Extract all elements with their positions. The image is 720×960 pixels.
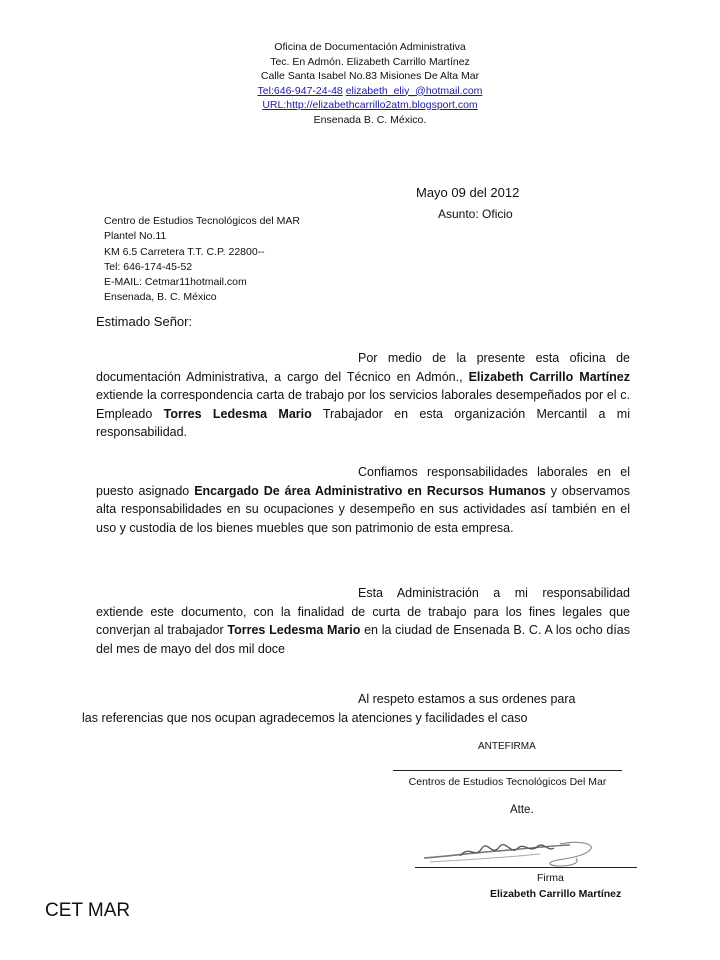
letterhead [230,40,510,127]
employee-name: Torres Ledesma Mario [227,623,361,638]
job-title: Encargado De área Administrativo en Recursos Humanos [194,483,546,498]
signer-name: Elizabeth Carrillo Martínez [490,888,622,900]
letterhead-city: Ensenada B. C. México. [313,113,427,126]
greeting: Estimado Señor: [96,314,193,329]
recipient-line: Ensenada, B. C. México [104,291,217,304]
employee-name: Torres Ledesma Mario [163,406,312,421]
letterhead-office: Oficina de Documentación Administrativa [274,41,466,53]
footer-cetmar: CET MAR [45,900,131,921]
body-paragraph-2: Confiamos responsabilidades laborales en el puesto asignado Encargado De área Administrativo en Recursos Humanos y observamos alta responsabilidades en su ocupaciones y desempeño en sus actividades así también en el uso y custodia de los bienes muebles que son patrimonio de esta empresa. [96,465,631,535]
recipient-line: Centro de Estudios Tecnológicos del MAR [104,215,300,227]
letterhead-address: Calle Santa Isabel No.83 Misiones De Alta Mar [260,70,480,82]
email-link[interactable]: elizabeth_eliy_@hotmail.com [345,84,483,97]
recipient-line: E-MAIL: Cetmar11hotmail.com [104,276,247,289]
atte-label: Atte. [510,804,534,816]
letter-date: Mayo 09 del 2012 [416,185,520,200]
signature-line-divider [393,770,622,771]
phone-link[interactable]: Tel:646-947-24-48 [257,84,343,97]
signature-line [415,867,637,868]
letter-subject: Asunto: Oficio [438,207,513,221]
antefirma-label: ANTEFIRMA [478,741,536,752]
author-name: Elizabeth Carrillo Martínez [468,369,630,384]
institution-name: Centros de Estudios Tecnológicos Del Mar [408,776,607,788]
recipient-line: Plantel No.11 [104,230,167,243]
recipient-line: Tel: 646-174-45-52 [104,260,193,273]
url-link[interactable]: URL:http://elizabethcarrillo2atm.blogsport.com [262,99,478,111]
recipient-block [104,214,300,306]
letterhead-contact [230,84,510,99]
body-paragraph-3: Esta Administración a mi responsabilidad extiende este documento, con la finalidad de curta de trabajo para los fines legales que converjan al trabajador Torres Ledesma Mario en la ciudad de Ensenada B. C. A los ocho días del mes de mayo del dos mil doce [96,586,631,656]
letterhead-owner: Tec. En Admón. Elizabeth Carrillo Martínez [270,55,470,68]
recipient-line: KM 6.5 Carretera T.T. C.P. 22800-- [104,245,265,258]
handwritten-signature-icon [420,836,600,870]
body-paragraph-1: Por medio de la presente esta oficina de documentación Administrativa, a cargo del Técnico en Admón., Elizabeth Carrillo Martínez extiende la correspondencia carta de trabajo por los servicios laborales desempeñados por el c. Empleado Torres Ledesma Mario Trabajador en esta organización Mercantil a mi responsabilidad. [96,351,630,440]
body-paragraph-4: Al respeto estamos a sus ordenes para las referencias que nos ocupan agradecemos la atenciones y facilidades el caso [82,692,576,725]
firma-label: Firma [537,872,564,884]
